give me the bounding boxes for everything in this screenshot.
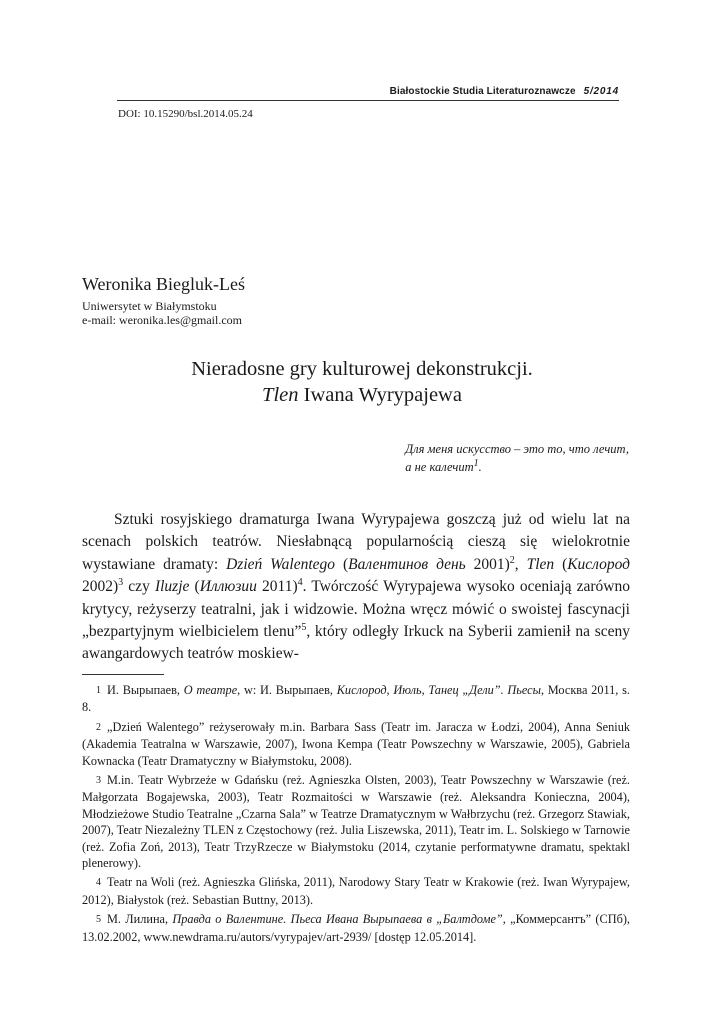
footnote-4: 4 Teatr na Woli (reż. Agnieszka Glińska, 2011), Narodowy Stary Teatr w Krakowie (reż. Iwan Wyrypajew, 2012), Białystok (reż. Sebastian Buttny, 2013).	[82, 875, 630, 907]
epigraph-line-2: а не калечит$^1$.	[405, 457, 482, 474]
title-italic-work: Tlen	[262, 384, 299, 406]
journal-name: Białostockie Studia Literaturoznawcze	[389, 86, 576, 97]
footnote-ref-5[interactable]: 5	[301, 621, 307, 633]
title-line-1: Nieradosne gry kulturowej dekonstrukcji.	[191, 358, 533, 380]
footnote-number: 2	[96, 721, 101, 733]
body-text	[82, 509, 630, 666]
footnote-ref-3[interactable]: 3	[118, 577, 124, 589]
epigraph	[405, 440, 629, 476]
article-title	[82, 356, 642, 408]
footnote-rule	[82, 674, 164, 675]
author-affiliation-block	[82, 299, 242, 327]
epigraph-line-1: Для меня искусство – это то, что лечит,	[405, 442, 629, 456]
author-affiliation: Uniwersytet w Białymstoku	[82, 299, 217, 313]
footnote-2: 2 „Dzień Walentego” reżyserowały m.in. Barbara Sass (Teatr im. Jaracza w Łodzi, 2004), Anna Seniuk (Akademia Teatralna w Warszawie, 2007), Iwona Kempa (Teatr Powszechny w Warszawie, 2005), Gabriela Kownacka (Teatr Dramatyczny w Białymstoku, 2008).	[82, 719, 630, 768]
title-line-2-rest: Iwana Wyrypajewa	[298, 384, 462, 406]
footnote-5: 5 М. Лилина, Правда о Валентине. Пьеса Ивана Вырыпаева в „Балтдоме”, „Коммерсантъ” (СПб), 13.02.2002, www.newdrama.ru/autors/vyrypajev/art-2939/ [dostęp 12.05.2014].	[82, 912, 630, 944]
footnote-number: 3	[96, 775, 101, 787]
journal-volume: 5/2014	[583, 86, 619, 97]
header-rule	[117, 100, 619, 101]
paragraph-1: Sztuki rosyjskiego dramaturga Iwana Wyrypajewa goszczą już od wielu lat na scenach polskich teatrów. Niesłabnącą popularnością cieszą się wielokrotnie wystawiane dramaty: Dzień Walentego (Валентинов день 2001)$^2$, Tlen (Кислород 2002)$^3$ czy Iluzje (Иллюзии 2011)$^4$. Twórczość Wyrypajewa wysoko oceniają zarówno krytycy, reżyserzy teatralni, jak i widzowie. Można wręcz mówić o swoistej fascynacji „bezpartyjnym wielbicielem tlenu”$^5$, który odległy Irkuck na Syberii zamienił na sceny awangardowych teatrów moskiew-	[82, 511, 630, 663]
footnote-ref-1[interactable]: 1	[473, 457, 479, 469]
running-header	[390, 86, 619, 97]
footnote-ref-4[interactable]: 4	[297, 577, 303, 589]
footnote-1: 1 И. Вырыпаев, О театре, w: И. Вырыпаев, Кислород, Июль, Танец „Дели”. Пьесы, Москва 2011, s. 8.	[82, 683, 630, 715]
title-line-2	[82, 382, 642, 408]
author-name: Weronika Biegluk-Leś	[82, 274, 246, 294]
footnote-ref-2[interactable]: 2	[509, 554, 515, 566]
footnotes	[82, 682, 630, 948]
author-email: e-mail: weronika.les@gmail.com	[82, 313, 243, 327]
footnote-number: 1	[96, 685, 101, 696]
footnote-number: 4	[96, 877, 101, 889]
footnote-number: 5	[96, 914, 101, 926]
footnote-3: 3 M.in. Teatr Wybrzeże w Gdańsku (reż. Agnieszka Olsten, 2003), Teatr Powszechny w Warszawie (reż. Małgorzata Bogajewska, 2003), Teatr Rozmaitości w Warszawie (reż. Aleksandra Konieczna, 2004), Młodzieżowe Studio Teatralne „Czarna Sala” w Teatrze Dramatycznym w Wałbrzychu (reż. Grzegorz Stawiak, 2007), Teatr Niezależny TLEN z Częstochowy (reż. Julia Liszewska, 2011), Teatr im. L. Solskiego w Tarnowie (reż. Zofia Zoń, 2013), Teatr TrzyRzecze w Białymstoku (2014, czytanie performatywne dramatu, spektakl plenerowy).	[82, 773, 630, 871]
doi: DOI: 10.15290/bsl.2014.05.24	[118, 108, 253, 120]
